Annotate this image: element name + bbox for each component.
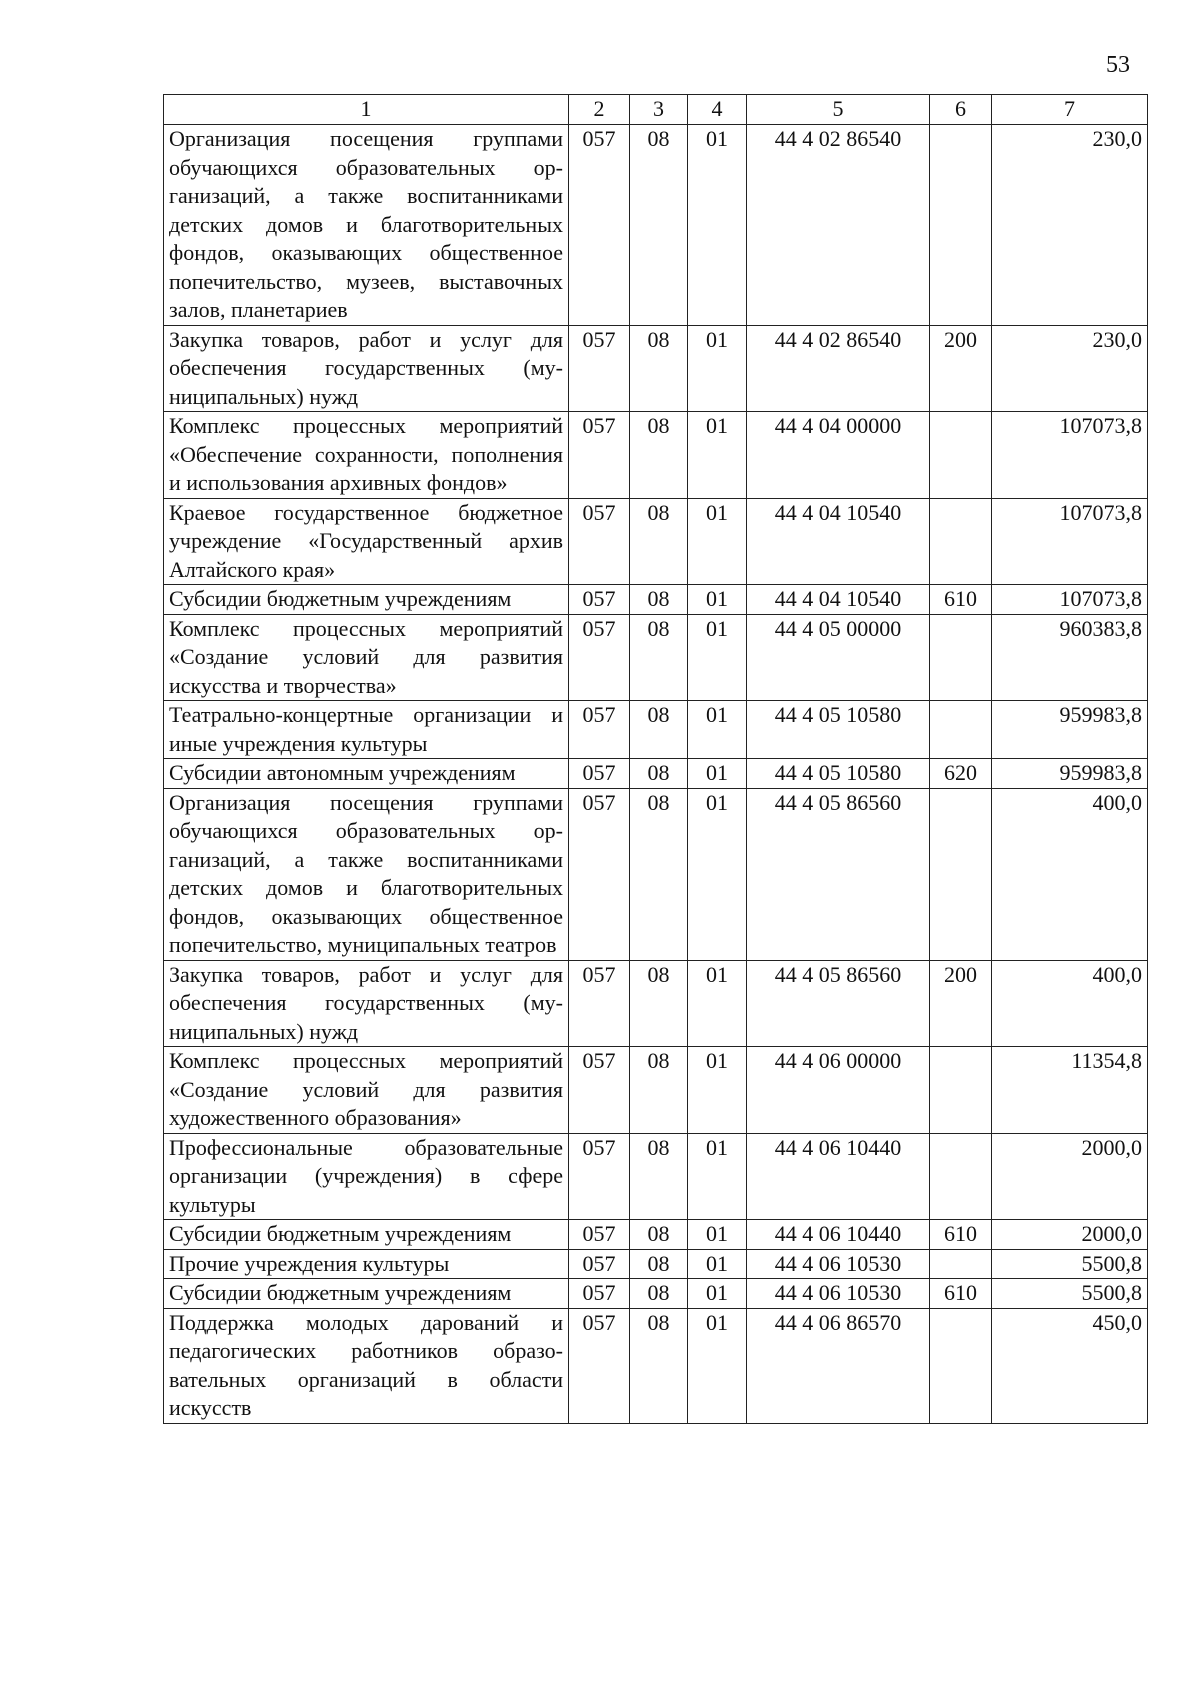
expense-type-cell xyxy=(930,788,992,960)
expense-type-cell xyxy=(930,1133,992,1220)
subsection-code-cell: 01 xyxy=(688,1279,747,1309)
item-name-cell: Организация посещения группами обучающихся образовательных организаций, а также воспитанниками детских домов и благотворительных фондов, оказывающих общественное попечительство, музеев, выставочных залов, планетариев xyxy=(164,125,569,326)
amount-cell: 5500,8 xyxy=(992,1279,1148,1309)
subsection-code-cell: 01 xyxy=(688,701,747,759)
expense-type-cell xyxy=(930,125,992,326)
expense-type-cell: 620 xyxy=(930,759,992,789)
subsection-code-cell: 01 xyxy=(688,412,747,499)
section-code-cell: 08 xyxy=(630,759,688,789)
target-item-cell: 44 4 06 00000 xyxy=(747,1047,930,1134)
amount-cell: 959983,8 xyxy=(992,701,1148,759)
ministry-code-cell: 057 xyxy=(569,759,630,789)
amount-cell: 107073,8 xyxy=(992,585,1148,615)
item-name-cell: Комплекс процессных мероприятий «Обеспечение сохранности, пополнения и использования архивных фондов» xyxy=(164,412,569,499)
subsection-code-cell: 01 xyxy=(688,1308,747,1423)
item-name-cell: Комплекс процессных мероприятий «Создание условий для развития искусства и творчества» xyxy=(164,614,569,701)
table-body xyxy=(164,125,1148,1424)
section-code-cell: 08 xyxy=(630,125,688,326)
item-name-cell: Краевое государственное бюджетное учреждение «Государственный архив Алтайского края» xyxy=(164,498,569,585)
ministry-code-cell: 057 xyxy=(569,1133,630,1220)
subsection-code-cell: 01 xyxy=(688,1249,747,1279)
ministry-code-cell: 057 xyxy=(569,960,630,1047)
column-header: 4 xyxy=(688,95,747,125)
table-row xyxy=(164,412,1148,499)
table-row xyxy=(164,1249,1148,1279)
page-number: 53 xyxy=(1106,52,1130,78)
ministry-code-cell: 057 xyxy=(569,1308,630,1423)
ministry-code-cell: 057 xyxy=(569,125,630,326)
item-name-cell: Театрально-концертные организации и иные учреждения культуры xyxy=(164,701,569,759)
item-name-cell: Субсидии бюджетным учреждениям xyxy=(164,585,569,615)
expense-type-cell: 610 xyxy=(930,1220,992,1250)
subsection-code-cell: 01 xyxy=(688,614,747,701)
amount-cell: 5500,8 xyxy=(992,1249,1148,1279)
target-item-cell: 44 4 04 10540 xyxy=(747,498,930,585)
target-item-cell: 44 4 05 10580 xyxy=(747,701,930,759)
ministry-code-cell: 057 xyxy=(569,498,630,585)
column-header: 7 xyxy=(992,95,1148,125)
table-row xyxy=(164,125,1148,326)
ministry-code-cell: 057 xyxy=(569,325,630,412)
section-code-cell: 08 xyxy=(630,585,688,615)
target-item-cell: 44 4 04 00000 xyxy=(747,412,930,499)
table-row xyxy=(164,1220,1148,1250)
ministry-code-cell: 057 xyxy=(569,1220,630,1250)
target-item-cell: 44 4 05 10580 xyxy=(747,759,930,789)
subsection-code-cell: 01 xyxy=(688,759,747,789)
subsection-code-cell: 01 xyxy=(688,125,747,326)
amount-cell: 960383,8 xyxy=(992,614,1148,701)
subsection-code-cell: 01 xyxy=(688,1133,747,1220)
table-row xyxy=(164,325,1148,412)
item-name-cell: Поддержка молодых дарований и педагогических работников образовательных организаций в области искусств xyxy=(164,1308,569,1423)
section-code-cell: 08 xyxy=(630,1047,688,1134)
column-header: 2 xyxy=(569,95,630,125)
expense-type-cell xyxy=(930,614,992,701)
subsection-code-cell: 01 xyxy=(688,1047,747,1134)
item-name-cell: Субсидии автономным учреждениям xyxy=(164,759,569,789)
table-row xyxy=(164,1133,1148,1220)
section-code-cell: 08 xyxy=(630,412,688,499)
expense-type-cell: 200 xyxy=(930,960,992,1047)
target-item-cell: 44 4 06 10530 xyxy=(747,1279,930,1309)
table-row xyxy=(164,614,1148,701)
amount-cell: 450,0 xyxy=(992,1308,1148,1423)
ministry-code-cell: 057 xyxy=(569,585,630,615)
column-header: 5 xyxy=(747,95,930,125)
target-item-cell: 44 4 06 10530 xyxy=(747,1249,930,1279)
section-code-cell: 08 xyxy=(630,960,688,1047)
table-row xyxy=(164,788,1148,960)
section-code-cell: 08 xyxy=(630,1133,688,1220)
target-item-cell: 44 4 02 86540 xyxy=(747,325,930,412)
amount-cell: 11354,8 xyxy=(992,1047,1148,1134)
table-row xyxy=(164,1308,1148,1423)
subsection-code-cell: 01 xyxy=(688,498,747,585)
table-row xyxy=(164,585,1148,615)
target-item-cell: 44 4 04 10540 xyxy=(747,585,930,615)
column-header: 1 xyxy=(164,95,569,125)
ministry-code-cell: 057 xyxy=(569,1279,630,1309)
item-name-cell: Субсидии бюджетным учреждениям xyxy=(164,1220,569,1250)
ministry-code-cell: 057 xyxy=(569,788,630,960)
table-row xyxy=(164,759,1148,789)
table-row xyxy=(164,498,1148,585)
subsection-code-cell: 01 xyxy=(688,960,747,1047)
expense-type-cell xyxy=(930,701,992,759)
target-item-cell: 44 4 06 10440 xyxy=(747,1220,930,1250)
section-code-cell: 08 xyxy=(630,325,688,412)
section-code-cell: 08 xyxy=(630,701,688,759)
expense-type-cell xyxy=(930,1249,992,1279)
ministry-code-cell: 057 xyxy=(569,412,630,499)
section-code-cell: 08 xyxy=(630,614,688,701)
item-name-cell: Субсидии бюджетным учреждениям xyxy=(164,1279,569,1309)
subsection-code-cell: 01 xyxy=(688,788,747,960)
item-name-cell: Закупка товаров, работ и услуг для обеспечения государственных (муниципальных) нужд xyxy=(164,960,569,1047)
section-code-cell: 08 xyxy=(630,1220,688,1250)
expense-type-cell: 610 xyxy=(930,585,992,615)
target-item-cell: 44 4 05 86560 xyxy=(747,788,930,960)
amount-cell: 2000,0 xyxy=(992,1220,1148,1250)
expense-type-cell xyxy=(930,1047,992,1134)
section-code-cell: 08 xyxy=(630,788,688,960)
table-row xyxy=(164,1047,1148,1134)
expense-type-cell: 200 xyxy=(930,325,992,412)
amount-cell: 400,0 xyxy=(992,960,1148,1047)
ministry-code-cell: 057 xyxy=(569,1047,630,1134)
item-name-cell: Профессиональные образовательные организации (учреждения) в сфере культуры xyxy=(164,1133,569,1220)
subsection-code-cell: 01 xyxy=(688,585,747,615)
target-item-cell: 44 4 05 00000 xyxy=(747,614,930,701)
item-name-cell: Закупка товаров, работ и услуг для обеспечения государственных (муниципальных) нужд xyxy=(164,325,569,412)
column-header: 6 xyxy=(930,95,992,125)
ministry-code-cell: 057 xyxy=(569,1249,630,1279)
target-item-cell: 44 4 02 86540 xyxy=(747,125,930,326)
header-row xyxy=(164,95,1148,125)
subsection-code-cell: 01 xyxy=(688,325,747,412)
amount-cell: 400,0 xyxy=(992,788,1148,960)
target-item-cell: 44 4 06 86570 xyxy=(747,1308,930,1423)
section-code-cell: 08 xyxy=(630,498,688,585)
table-row xyxy=(164,960,1148,1047)
amount-cell: 2000,0 xyxy=(992,1133,1148,1220)
section-code-cell: 08 xyxy=(630,1249,688,1279)
amount-cell: 107073,8 xyxy=(992,412,1148,499)
item-name-cell: Организация посещения группами обучающихся образовательных организаций, а также воспитанниками детских домов и благотворительных фондов, оказывающих общественное попечительство, муниципальных театров xyxy=(164,788,569,960)
amount-cell: 107073,8 xyxy=(992,498,1148,585)
item-name-cell: Комплекс процессных мероприятий «Создание условий для развития художественного образования» xyxy=(164,1047,569,1134)
table-row xyxy=(164,701,1148,759)
amount-cell: 230,0 xyxy=(992,125,1148,326)
table-row xyxy=(164,1279,1148,1309)
ministry-code-cell: 057 xyxy=(569,701,630,759)
column-header: 3 xyxy=(630,95,688,125)
section-code-cell: 08 xyxy=(630,1308,688,1423)
amount-cell: 959983,8 xyxy=(992,759,1148,789)
ministry-code-cell: 057 xyxy=(569,614,630,701)
target-item-cell: 44 4 05 86560 xyxy=(747,960,930,1047)
expense-type-cell: 610 xyxy=(930,1279,992,1309)
expense-type-cell xyxy=(930,412,992,499)
budget-table xyxy=(163,94,1148,1424)
expense-type-cell xyxy=(930,1308,992,1423)
target-item-cell: 44 4 06 10440 xyxy=(747,1133,930,1220)
section-code-cell: 08 xyxy=(630,1279,688,1309)
subsection-code-cell: 01 xyxy=(688,1220,747,1250)
expense-type-cell xyxy=(930,498,992,585)
amount-cell: 230,0 xyxy=(992,325,1148,412)
item-name-cell: Прочие учреждения культуры xyxy=(164,1249,569,1279)
